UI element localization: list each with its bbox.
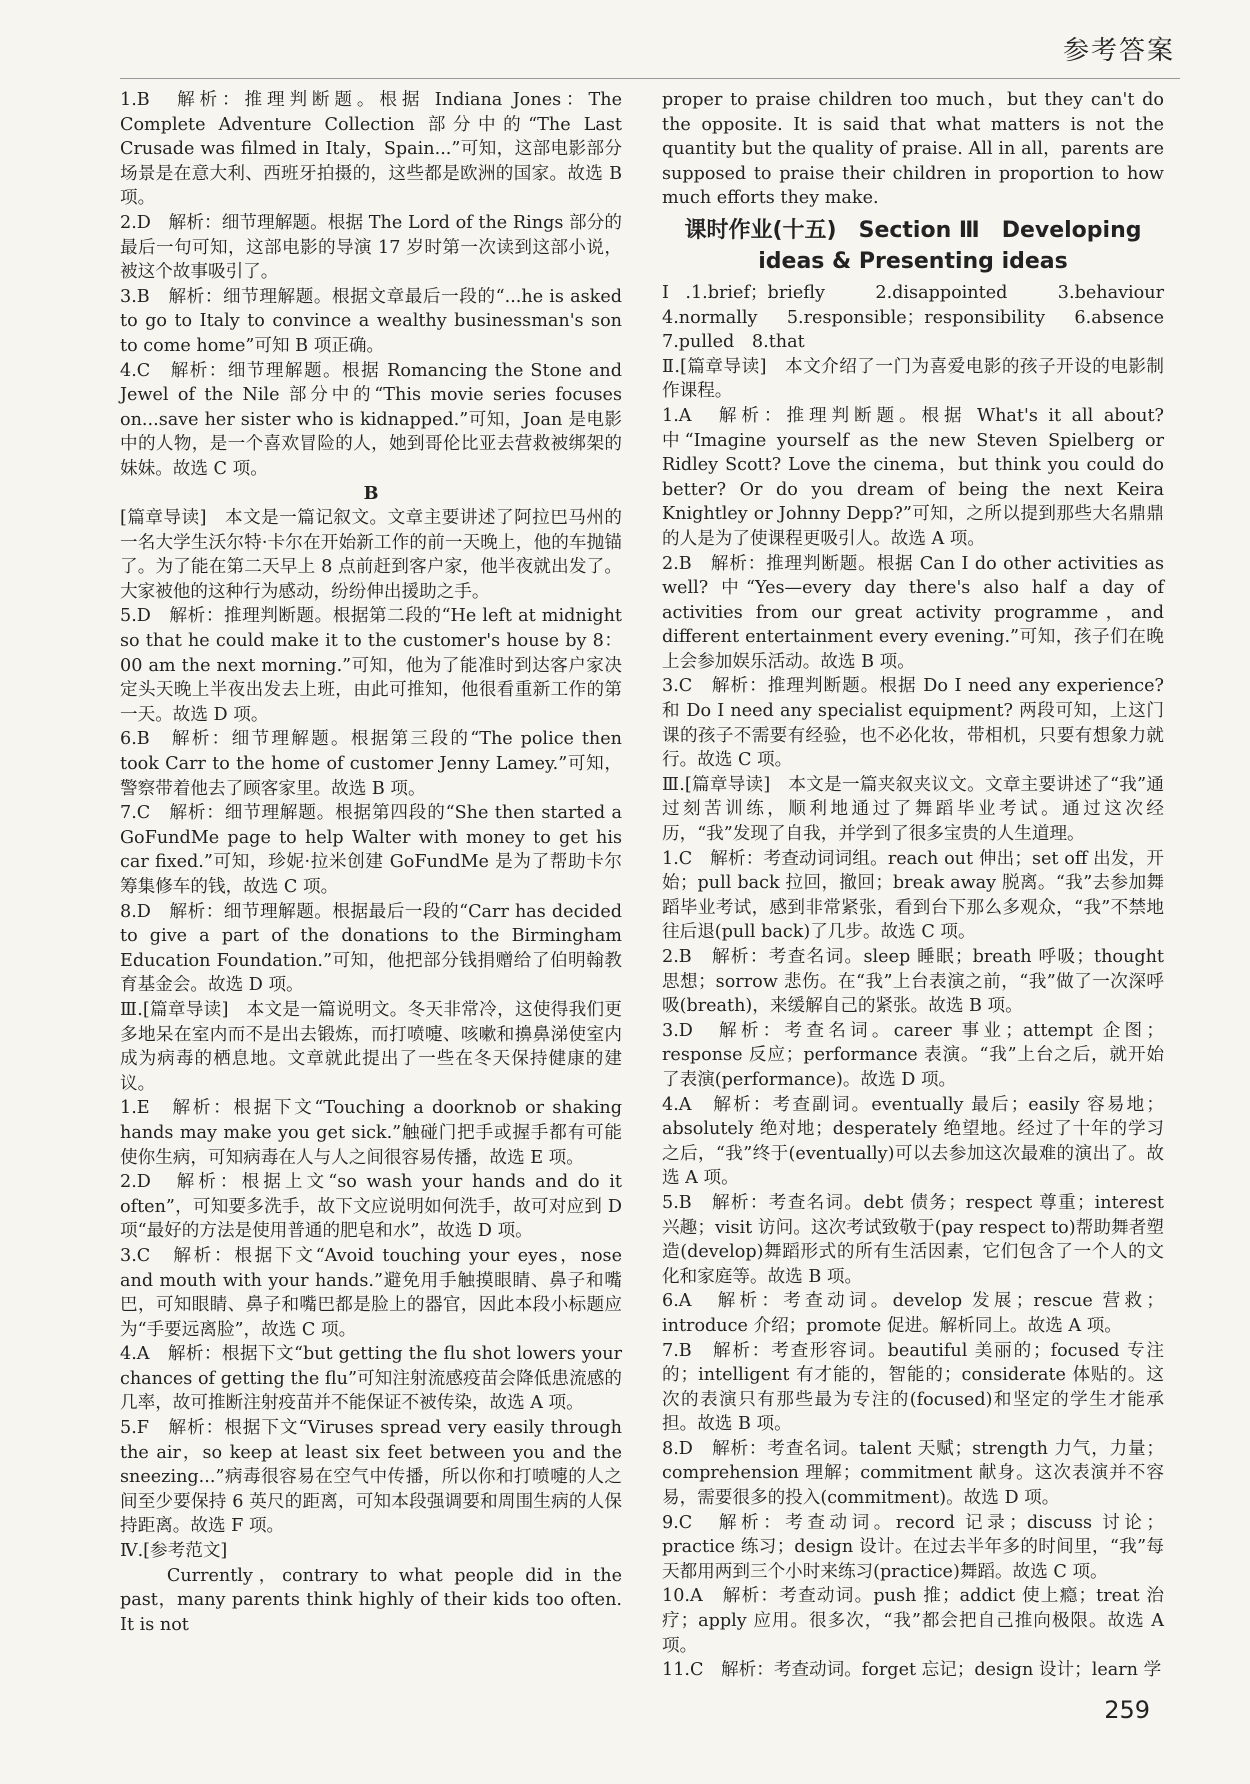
right-column [662, 88, 1164, 1683]
header-divider [120, 78, 1180, 79]
paragraph: 6.B 解析：细节理解题。根据第三段的“The police then took Carr to the home of customer Jenny Lamey.”可知，警察带着他去了顾客家里。故选 B 项。 [120, 729, 622, 799]
section-letter: B [363, 482, 379, 504]
header-title: 参考答案 [1062, 36, 1175, 66]
paragraph: 4.A 解析：根据下文“but getting the flu shot lowers your chances of getting the flu”可知注射流感疫苗会降低患流感的几率，故可推断注射疫苗并不能保证不被传染，故选 A 项。 [120, 1344, 622, 1414]
section-heading: 课时作业(十五) Section Ⅲ Developing ideas & Presenting ideas [684, 217, 1142, 274]
paragraph: 5.F 解析：根据下文“Viruses spread very easily through the air，so keep at least six feet between you and the sneezing...”病毒很容易在空气中传播，所以你和打喷嚏的人之间至少要保持 6 英尺的距离，可知本段强调要和周围生病的人保持距离。故选 F 项。 [120, 1418, 622, 1537]
left-column [120, 88, 622, 1637]
paragraph: 4.C 解析：细节理解题。根据 Romancing the Stone and Jewel of the Nile 部分中的“This movie series focuses on...save her sister who is kidnapped.”可知，Joan 是电影中的人物，是一个喜欢冒险的人，她到哥伦比亚去营救被绑架的妹妹。故选 C 项。 [120, 360, 622, 479]
paragraph: Ⅰ.1.brief；briefly 2.disappointed 3.behaviour 4.normally 5.responsible；responsibility 6.absence 7.pulled 8.that [662, 282, 1164, 353]
paragraph: 6.A 解析：考查动词。develop 发展；rescue 营救；introduce 介绍；promote 促进。解析同上。故选 A 项。 [662, 1291, 1164, 1336]
paragraph: 2.D 解析：根据上文“so wash your hands and do it often”，可知要多洗手，故下文应说明如何洗手，故可对应到 D 项“最好的方法是使用普通的肥皂和水”，故选 D 项。 [120, 1172, 622, 1242]
paragraph: 5.B 解析：考查名词。debt 债务；respect 尊重；interest 兴趣；visit 访问。这次考试致敬于(pay respect to)帮助舞者塑造(develop)舞蹈形式的所有生活因素，它们包含了一个人的文化和家庭等。故选 B 项。 [662, 1192, 1164, 1287]
paragraph: Ⅲ.[篇章导读] 本文是一篇夹叙夹议文。文章主要讲述了“我”通过刻苦训练，顺利地通过了舞蹈毕业考试。通过这次经历，“我”发现了自我，并学到了很多宝贵的人生道理。 [662, 774, 1164, 845]
paragraph: 3.C 解析：根据下文“Avoid touching your eyes，nose and mouth with your hands.”避免用手触摸眼睛、鼻子和嘴巴，可知眼睛、鼻子和嘴巴都是脸上的器官，因此本段小标题应为“手要远离脸”，故选 C 项。 [120, 1245, 622, 1340]
paragraph: 7.B 解析：考查形容词。beautiful 美丽的；focused 专注的；intelligent 有才能的，智能的；considerate 体贴的。这次的表演只有那些最为专注的(focused)和坚定的学生才能承担。故选 B 项。 [662, 1340, 1164, 1435]
paragraph: 5.D 解析：推理判断题。根据第二段的“He left at midnight so that he could make it to the customer's house by 8：00 am the next morning.”可知，他为了能准时到达客户家决定头天晚上半夜出发去上班，由此可推知，他很看重新工作的第一天。故选 D 项。 [120, 606, 622, 725]
paragraph: 1.B 解析：推理判断题。根据 Indiana Jones：The Complete Adventure Collection 部分中的“The Last Crusade was filmed in Italy，Spain...”可知，这部电影部分场景是在意大利、西班牙拍摄的，这些都是欧洲的国家。故选 B 项。 [120, 90, 622, 209]
paragraph: 3.C 解析：推理判断题。根据 Do I need any experience? 和 Do I need any specialist equipment? 两段可知，上这门课的孩子不需要有经验，也不必化妆，带相机，只要有想象力就行。故选 C 项。 [662, 676, 1164, 771]
page-number: 259 [1104, 1696, 1150, 1724]
paragraph: 2.D 解析：细节理解题。根据 The Lord of the Rings 部分的最后一句可知，这部电影的导演 17 岁时第一次读到这部小说，被这个故事吸引了。 [120, 212, 622, 283]
paragraph: 10.A 解析：考查动词。push 推；addict 使上瘾；treat 治疗；apply 应用。很多次，“我”都会把自己推向极限。故选 A 项。 [662, 1586, 1164, 1656]
paragraph: 8.D 解析：细节理解题。根据最后一段的“Carr has decided to give a part of the donations to the Birmingham Education Foundation.”可知，他把部分钱捐赠给了伯明翰教育基金会。故选 D 项。 [120, 901, 622, 996]
paragraph: Currently，contrary to what people did in the past，many parents think highly of their kids too often. It is not [120, 1565, 622, 1635]
paragraph: 2.B 解析：考查名词。sleep 睡眠；breath 呼吸；thought 思想；sorrow 悲伤。在“我”上台表演之前，“我”做了一次深呼吸(breath)，来缓解自己的紧张。故选 B 项。 [662, 947, 1164, 1017]
paragraph: Ⅱ.[篇章导读] 本文介绍了一门为喜爱电影的孩子开设的电影制作课程。 [662, 356, 1164, 402]
paragraph: 3.D 解析：考查名词。career 事业；attempt 企图；response 反应；performance 表演。“我”上台之后，就开始了表演(performance)。故选 D 项。 [662, 1020, 1164, 1090]
paragraph: 4.A 解析：考查副词。eventually 最后；easily 容易地；absolutely 绝对地；desperately 绝望地。经过了十年的学习之后，“我”终于(eventually)可以去参加这次最难的演出了。故选 A 项。 [662, 1094, 1164, 1189]
paragraph: 2.B 解析：推理判断题。根据 Can I do other activities as well? 中“Yes—every day there's also half a day of activities from our great activity programme，and different entertainment every evening.”可知，孩子们在晚上会参加娱乐活动。故选 B 项。 [662, 553, 1164, 672]
paragraph: 8.D 解析：考查名词。talent 天赋；strength 力气，力量；comprehension 理解；commitment 献身。这次表演并不容易，需要很多的投入(commitment)。故选 D 项。 [662, 1438, 1164, 1509]
paragraph: 1.E 解析：根据下文“Touching a doorknob or shaking hands may make you get sick.”触碰门把手或握手都有可能使你生病，可知病毒在人与人之间很容易传播，故选 E 项。 [120, 1098, 622, 1168]
paragraph: 1.C 解析：考查动词词组。reach out 伸出；set off 出发，开始；pull back 拉回，撤回；break away 脱离。“我”去参加舞蹈毕业考试，感到非常紧张，看到台下那么多观众，“我”不禁地往后退(pull back)了几步。故选 C 项。 [662, 848, 1164, 943]
paragraph: 9.C 解析：考查动词。record 记录；discuss 讨论；practice 练习；design 设计。在过去半年多的时间里，“我”每天都用两到三个小时来练习(practice)舞蹈。故选 C 项。 [662, 1512, 1164, 1582]
paragraph: 3.B 解析：细节理解题。根据文章最后一段的“...he is asked to go to Italy to convince a wealthy businessman's son to come home”可知 B 项正确。 [120, 286, 622, 356]
paragraph: 1.A 解析：推理判断题。根据 What's it all about? 中“Imagine yourself as the new Steven Spielberg or Ridley Scott? Love the cinema，but think you could do better? Or do you dream of being the next Keira Knightley or Johnny Depp?”可知，之所以提到那些大名鼎鼎的人是为了使课程更吸引人。故选 A 项。 [662, 405, 1164, 549]
paragraph: 11.C 解析：考查动词。forget 忘记；design 设计；learn 学 [662, 1660, 1162, 1681]
paragraph: [篇章导读] 本文是一篇记叙文。文章主要讲述了阿拉巴马州的一名大学生沃尔特·卡尔在开始新工作的前一天晚上，他的车抛锚了。为了能在第二天早上 8 点前赶到客户家，他半夜就出发了。大家被他的这种行为感动，纷纷伸出援助之手。 [120, 508, 622, 602]
paragraph: Ⅳ.[参考范文] [120, 1541, 228, 1562]
paragraph: proper to praise children too much，but they can't do the opposite. It is said that what matters is not the quantity but the quality of praise. All in all，parents are supposed to praise their children in proportion to how much efforts they make. [662, 90, 1164, 209]
paragraph: Ⅲ.[篇章导读] 本文是一篇说明文。冬天非常冷，这使得我们更多地呆在室内而不是出去锻炼，而打喷嚏、咳嗽和擤鼻涕使室内成为病毒的栖息地。文章就此提出了一些在冬天保持健康的建议。 [120, 999, 622, 1094]
paragraph: 7.C 解析：细节理解题。根据第四段的“She then started a GoFundMe page to help Walter with money to get his car fixed.”可知，珍妮·拉米创建 GoFundMe 是为了帮助卡尔筹集修车的钱，故选 C 项。 [120, 803, 622, 897]
